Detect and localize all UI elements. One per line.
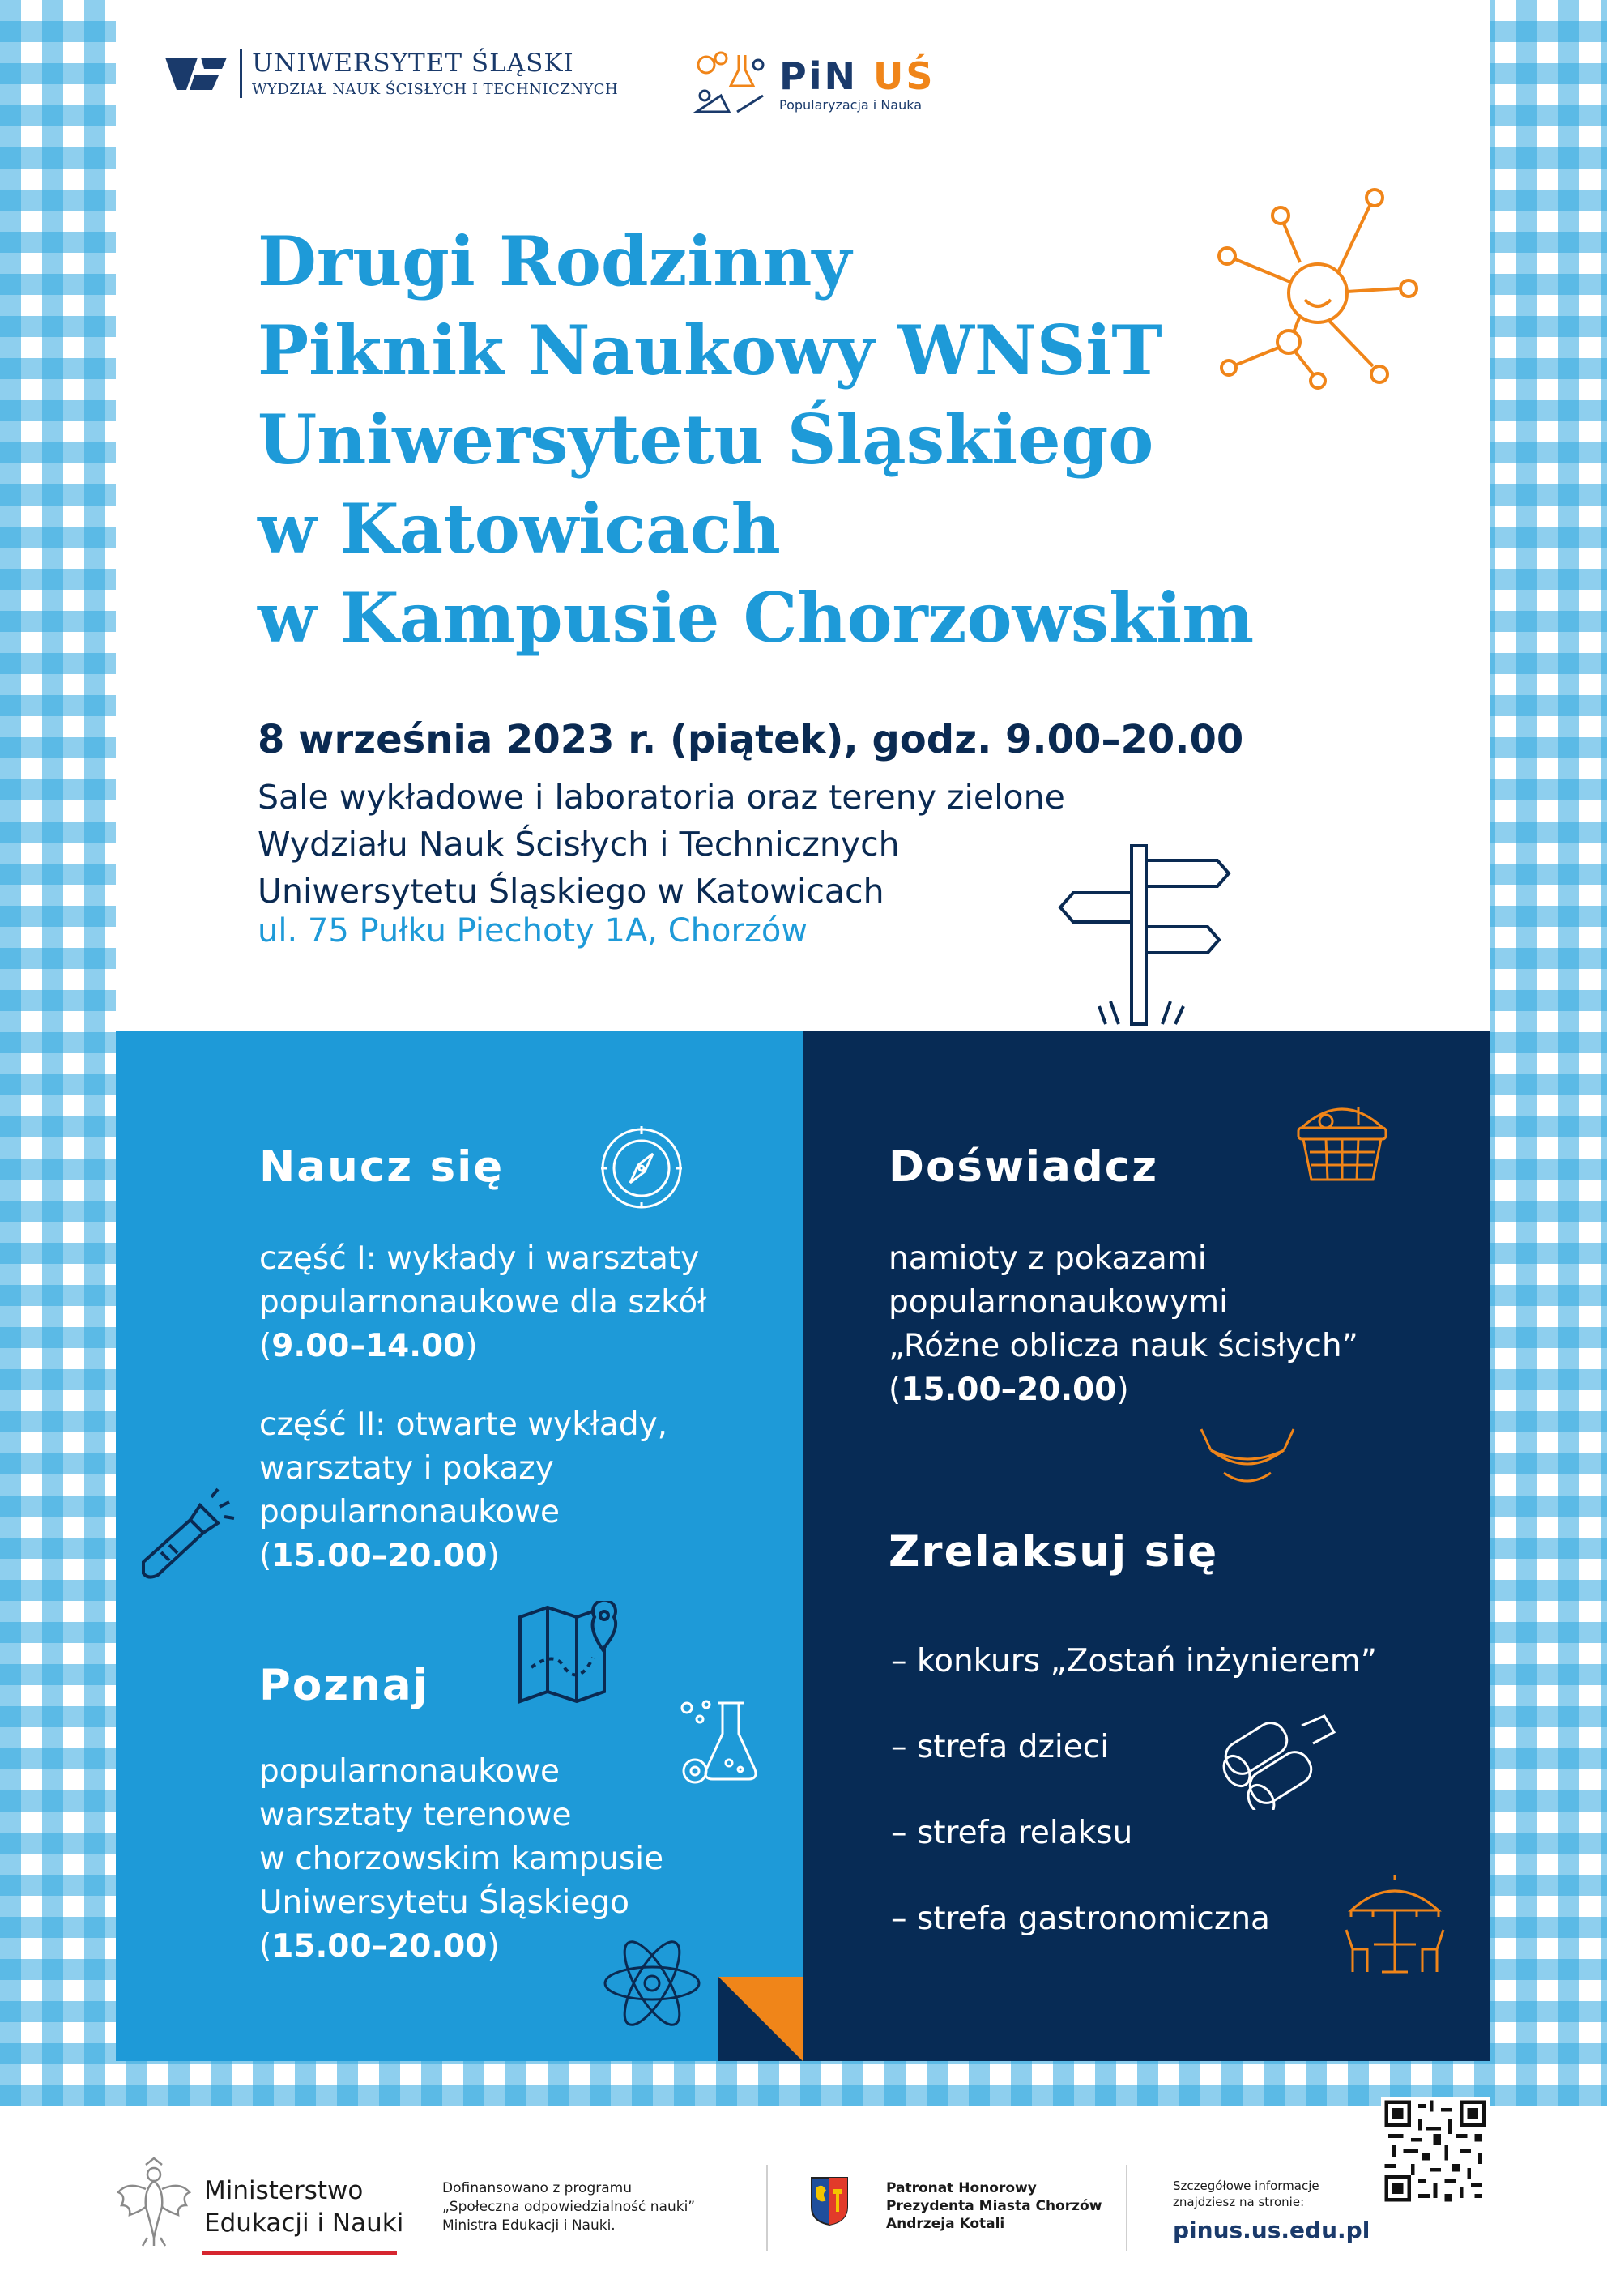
learn-part2-time: 15.00–20.00 (271, 1538, 488, 1574)
university-emblem-icon (162, 51, 228, 96)
qr-code-icon[interactable] (1381, 2097, 1490, 2205)
compass-icon (598, 1123, 685, 1210)
patron-line: Andrzeja Kotali (886, 2216, 1005, 2232)
chorzow-crest-icon (810, 2176, 849, 2226)
relax-item: – konkurs „Zostań inżynierem” (891, 1643, 1377, 1679)
event-venue (258, 774, 1065, 915)
learn-line: warsztaty i pokazy (259, 1450, 554, 1487)
event-date: 8 września 2023 r. (piątek), godz. 9.00–20.00 (258, 717, 1244, 762)
learn-line: popularnonaukowe (259, 1494, 561, 1530)
footer-divider (766, 2165, 768, 2251)
section-explore-heading: Poznaj (259, 1661, 429, 1710)
relax-item: – strefa dzieci (891, 1729, 1110, 1765)
title-line-5: w Kampusie Chorzowskim (258, 578, 1255, 658)
pinus-logo-part1: PiN (779, 53, 858, 98)
section-relax-heading: Zrelaksuj się (889, 1527, 1219, 1577)
info-note (1173, 2178, 1319, 2210)
map-pin-icon (515, 1601, 637, 1706)
university-name: UNIWERSYTET ŚLĄSKI (252, 49, 574, 78)
science-doodle-icon (688, 47, 769, 120)
title-line-4: w Katowicach (258, 489, 781, 569)
atom-icon (599, 1939, 705, 2028)
experience-line: namioty z pokazami (889, 1240, 1207, 1277)
learn-part1-time: 9.00–14.00 (271, 1328, 466, 1364)
relax-item: – strefa gastronomiczna (891, 1901, 1270, 1937)
funding-line: Ministra Edukacji i Nauki. (442, 2217, 616, 2234)
title-line-3: Uniwersytetu Śląskiego (258, 399, 1154, 480)
picnic-basket-icon (1294, 1095, 1391, 1184)
venue-line: Sale wykładowe i laboratoria oraz tereny zielone (258, 778, 1065, 817)
website-link[interactable]: pinus.us.edu.pl (1173, 2217, 1370, 2243)
explore-line: Uniwersytetu Śląskiego (259, 1884, 629, 1921)
section-experience-heading: Doświadcz (889, 1142, 1159, 1192)
lab-gears-icon (676, 1695, 765, 1796)
binoculars-icon (1217, 1705, 1339, 1810)
university-logo (162, 49, 618, 98)
ministry-red-line (202, 2251, 397, 2255)
learn-line: część II: otwarte wykłady, (259, 1406, 668, 1443)
footer-divider (1126, 2165, 1127, 2251)
event-title (258, 217, 1254, 663)
venue-line: Wydziału Nauk Ścisłych i Technicznych (258, 825, 900, 864)
experience-line: popularnonaukowymi (889, 1284, 1228, 1321)
title-line-2: Piknik Naukowy WNSiT (258, 310, 1162, 390)
section-learn-part1: część I: wykłady i warsztaty popularnonaukowe dla szkół (9.00–14.00) (259, 1237, 706, 1368)
eagle-emblem-icon (113, 2157, 194, 2247)
experience-time: 15.00–20.00 (901, 1372, 1117, 1408)
patron-line: Patronat Honorowy (886, 2180, 1037, 2196)
info-line: Szczegółowe informacje (1173, 2179, 1319, 2193)
explore-line: popularnonaukowe (259, 1753, 561, 1790)
learn-line: część I: wykłady i warsztaty (259, 1240, 700, 1277)
section-learn-heading: Naucz się (259, 1142, 505, 1192)
pinus-logo-subtitle: Popularyzacja i Nauka (779, 96, 923, 113)
page-fold-shadow (718, 1977, 803, 2061)
venue-line: Uniwersytetu Śląskiego w Katowicach (258, 872, 884, 911)
flashlight-icon (134, 1483, 239, 1588)
funding-line: „Społeczna odpowiedzialność nauki” (442, 2199, 696, 2215)
pinus-logo (688, 47, 935, 120)
title-line-1: Drugi Rodzinny (258, 221, 852, 301)
faculty-name: WYDZIAŁ NAUK ŚCISŁYCH I TECHNICZNYCH (252, 81, 619, 98)
learn-line: popularnonaukowe dla szkół (259, 1284, 707, 1321)
section-learn-part2: część II: otwarte wykłady, warsztaty i pokazy popularnonaukowe (15.00–20.00) (259, 1403, 667, 1578)
explore-line: w chorzowskim kampusie (259, 1841, 664, 1877)
pinus-logo-part2: UŚ (873, 53, 936, 98)
section-explore-text: popularnonaukowe warsztaty terenowe w chorzowskim kampusie Uniwersytetu Śląskiego (15.00–20.00) (259, 1750, 663, 1969)
ministry-line: Ministerstwo (204, 2176, 364, 2205)
relax-item: – strefa relaksu (891, 1815, 1133, 1851)
hammock-icon (1195, 1426, 1300, 1499)
patron-line: Prezydenta Miasta Chorzów (886, 2198, 1102, 2214)
signpost-icon (1057, 843, 1260, 1037)
funding-note (442, 2179, 695, 2235)
ministry-line: Edukacji i Nauki (204, 2209, 404, 2238)
ministry-name (204, 2174, 403, 2239)
explore-line: warsztaty terenowe (259, 1797, 572, 1833)
experience-line: „Różne oblicza nauk ścisłych” (889, 1328, 1358, 1364)
cafe-table-icon (1343, 1871, 1447, 1977)
section-experience-text: namioty z pokazami popularnonaukowymi „Różne oblicza nauk ścisłych” (15.00–20.00) (889, 1237, 1358, 1412)
honorary-patronage (886, 2179, 1102, 2233)
info-line: znajdziesz na stronie: (1173, 2195, 1305, 2209)
event-address: ul. 75 Pułku Piechoty 1A, Chorzów (258, 912, 808, 950)
funding-line: Dofinansowano z programu (442, 2180, 632, 2196)
explore-time: 15.00–20.00 (271, 1928, 488, 1965)
